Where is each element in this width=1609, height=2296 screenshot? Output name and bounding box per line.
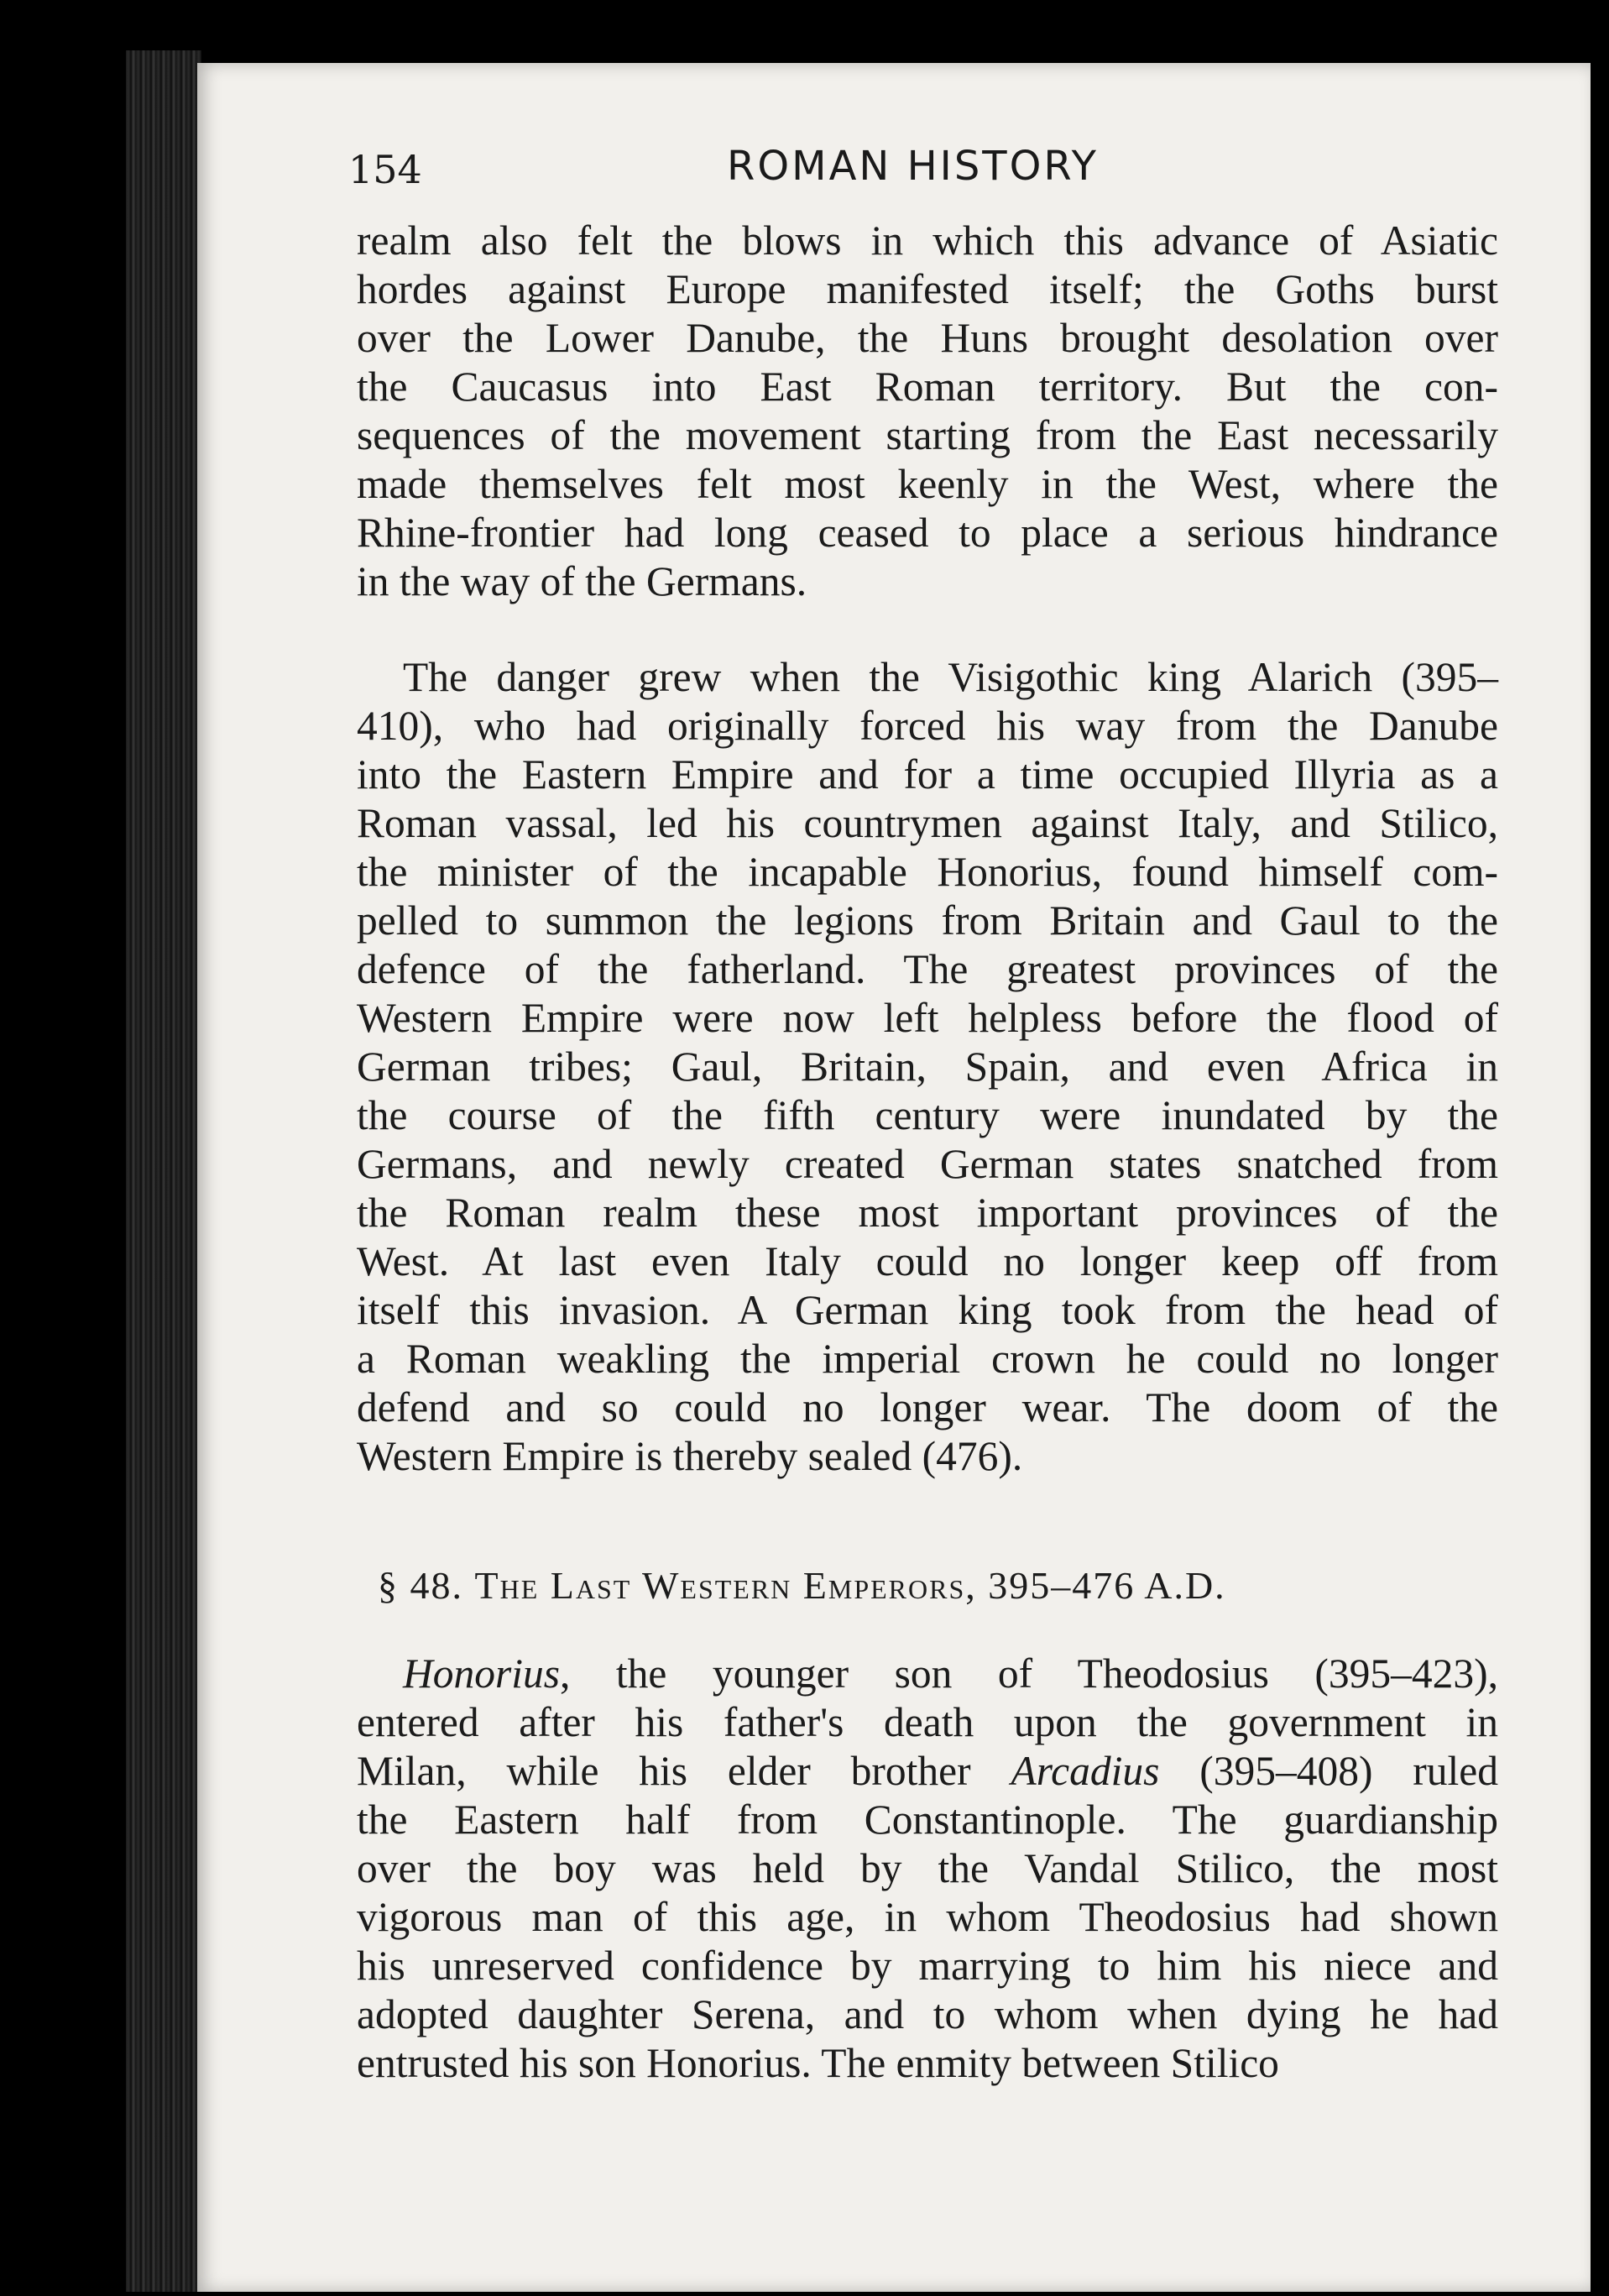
paragraph-line: the Roman realm these most important provinces of the: [357, 1190, 1498, 1236]
paragraph-line: entered after his father's death upon the government in: [357, 1699, 1498, 1745]
paragraph-line: the Eastern half from Constantinople. The guardianship: [357, 1797, 1498, 1843]
paragraph-line: [357, 1650, 1498, 1698]
paragraph-line: Western Empire were now left helpless before the flood of: [357, 995, 1498, 1041]
page-header: [348, 139, 1477, 206]
paragraph-line: vigorous man of this age, in whom Theodosius had shown: [357, 1894, 1498, 1940]
line-text: (395–408) ruled: [1159, 1748, 1498, 1794]
paragraph-line: the Caucasus into East Roman territory. But the con-: [357, 363, 1498, 410]
paragraph-line: defend and so could no longer wear. The doom of the: [357, 1384, 1498, 1430]
paragraph-line: sequences of the movement starting from the East necessarily: [357, 412, 1498, 458]
paragraph-line: over the boy was held by the Vandal Stilico, the most: [357, 1845, 1498, 1891]
section-title: The Last Western Emperors,: [474, 1564, 977, 1607]
paragraph-line: entrusted his son Honorius. The enmity between Stilico: [357, 2040, 1279, 2086]
paragraph-line: a Roman weakling the imperial crown he could no longer: [357, 1336, 1498, 1382]
book-binding-edge: [126, 50, 201, 2292]
paragraph-line: into the Eastern Empire and for a time occupied Illyria as a: [357, 751, 1498, 798]
emphasis-name: Honorius: [403, 1650, 561, 1697]
emphasis-name: Arcadius: [1011, 1748, 1160, 1794]
paragraph-line: [357, 1747, 1498, 1796]
paragraph-line: pelled to summon the legions from Britain and Gaul to the: [357, 897, 1498, 944]
paragraph-2: [357, 653, 1498, 1481]
section-dates: 395–476 A.D.: [988, 1564, 1226, 1607]
paragraph-line: Roman vassal, led his countrymen against Italy, and Stilico,: [357, 800, 1498, 846]
page-number: 154: [348, 147, 422, 192]
line-text: , the younger son of Theodosius (395–423),: [560, 1650, 1498, 1697]
running-title: ROMAN HISTORY: [727, 143, 1099, 190]
section-heading: [378, 1563, 1494, 1608]
paragraph-line: the minister of the incapable Honorius, found himself com-: [357, 849, 1498, 895]
paragraph-line: the course of the fifth century were inundated by the: [357, 1092, 1498, 1138]
paragraph-line: his unreserved confidence by marrying to him his niece and: [357, 1943, 1498, 1989]
paragraph-line: in the way of the Germans.: [357, 558, 807, 604]
paragraph-line: made themselves felt most keenly in the West, where the: [357, 461, 1498, 507]
paragraph-line: Western Empire is thereby sealed (476).: [357, 1433, 1023, 1479]
paragraph-line: hordes against Europe manifested itself; the Goths burst: [357, 266, 1498, 312]
paragraph-line: The danger grew when the Visigothic king Alarich (395–: [403, 654, 1498, 700]
paragraph-line: realm also felt the blows in which this advance of Asiatic: [357, 217, 1498, 264]
paragraph-line: itself this invasion. A German king took from the head of: [357, 1287, 1498, 1333]
paragraph-1: [357, 217, 1498, 606]
line-text: Milan, while his elder brother: [357, 1748, 1011, 1794]
paragraph-3: [357, 1650, 1498, 2088]
paragraph-line: defence of the fatherland. The greatest provinces of the: [357, 946, 1498, 992]
paragraph-line: Germans, and newly created German states snatched from: [357, 1141, 1498, 1187]
paragraph-line: German tribes; Gaul, Britain, Spain, and even Africa in: [357, 1043, 1498, 1090]
section-number: § 48.: [378, 1564, 463, 1607]
paragraph-line: West. At last even Italy could no longer keep off from: [357, 1238, 1498, 1284]
paragraph-line: over the Lower Danube, the Huns brought desolation over: [357, 315, 1498, 361]
paragraph-line: Rhine-frontier had long ceased to place a serious hindrance: [357, 510, 1498, 556]
paragraph-line: 410), who had originally forced his way from the Danube: [357, 703, 1498, 749]
paragraph-line: adopted daughter Serena, and to whom when dying he had: [357, 1991, 1498, 2037]
